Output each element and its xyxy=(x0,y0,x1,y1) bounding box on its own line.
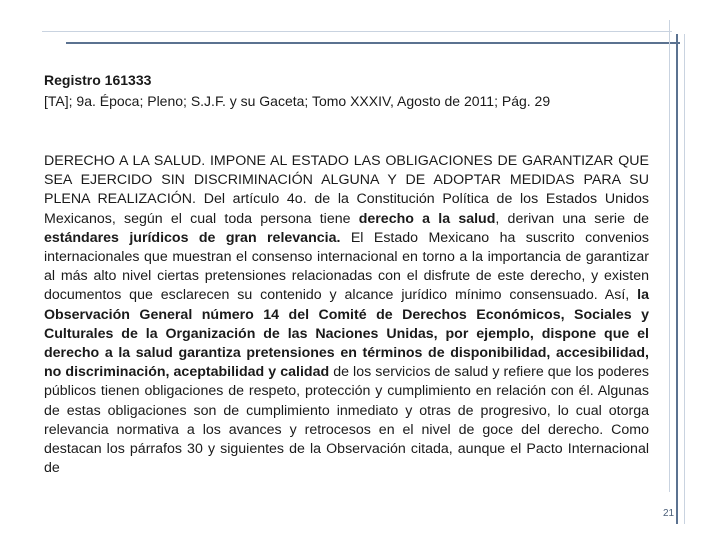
page-number: 21 xyxy=(663,508,675,519)
bold-segment-1: derecho a la salud xyxy=(358,210,496,227)
registro-number: Registro 161333 xyxy=(44,72,152,88)
thesis-text xyxy=(44,152,649,478)
top-rule-dark xyxy=(66,42,680,44)
text-segment-3: El Estado Mexicano ha suscrito convenios internacionales que muestran el consenso internacional en torno a la importancia de garantizar al más alto nivel ciertas pretensiones relacionadas con el disfrute de este derecho, y existen documentos que esclarecen su contenido y alcance jurídico mínimo consensuado. Así, xyxy=(44,229,649,304)
right-rule-outer xyxy=(684,34,685,524)
thesis-title: DERECHO A LA SALUD. IMPONE AL ESTADO LAS OBLIGACIONES DE GARANTIZAR QUE SEA EJERCIDO SIN DISCRIMINACIÓN ALGUNA Y DE ADOPTAR MEDIDAS PARA SU PLENA REALIZACIÓN. xyxy=(44,153,649,208)
text-segment-1: Del artículo 4o. de la Constitución Política de los Estados Unidos Mexicanos, según el cual toda persona tiene xyxy=(44,191,649,227)
bold-segment-3: la Observación General número 14 del Comité de Derechos Económicos, Sociales y Culturales de la Organización de las Naciones Unidas, por ejemplo, dispone que el derecho a la salud garantiza pretensiones en términos de disponibilidad, accesibilidad, no discriminación, aceptabilidad y calidad xyxy=(44,287,649,381)
citation-line: [TA]; 9a. Época; Pleno; S.J.F. y su Gaceta; Tomo XXXIV, Agosto de 2011; Pág. 29 xyxy=(44,93,551,109)
right-rule-light xyxy=(669,20,670,492)
right-rule-dark xyxy=(676,34,678,524)
top-rule-light xyxy=(42,31,672,32)
citation-header xyxy=(44,70,654,112)
bold-segment-2: estándares jurídicos de gran relevancia. xyxy=(44,229,341,246)
text-segment-4: de los servicios de salud y refiere que los poderes públicos tienen obligaciones de respeto, protección y cumplimiento en relación con él. Algunas de estas obligaciones son de cumplimiento inmediato y otras de progresivo, lo cual otorga relevancia normativa a los avances y retrocesos en el nivel de goce del derecho. Como destacan los párrafos 30 y siguientes de la Observación citada, aunque el Pacto Internacional de xyxy=(44,364,649,477)
text-segment-2: , derivan una serie de xyxy=(495,210,649,227)
